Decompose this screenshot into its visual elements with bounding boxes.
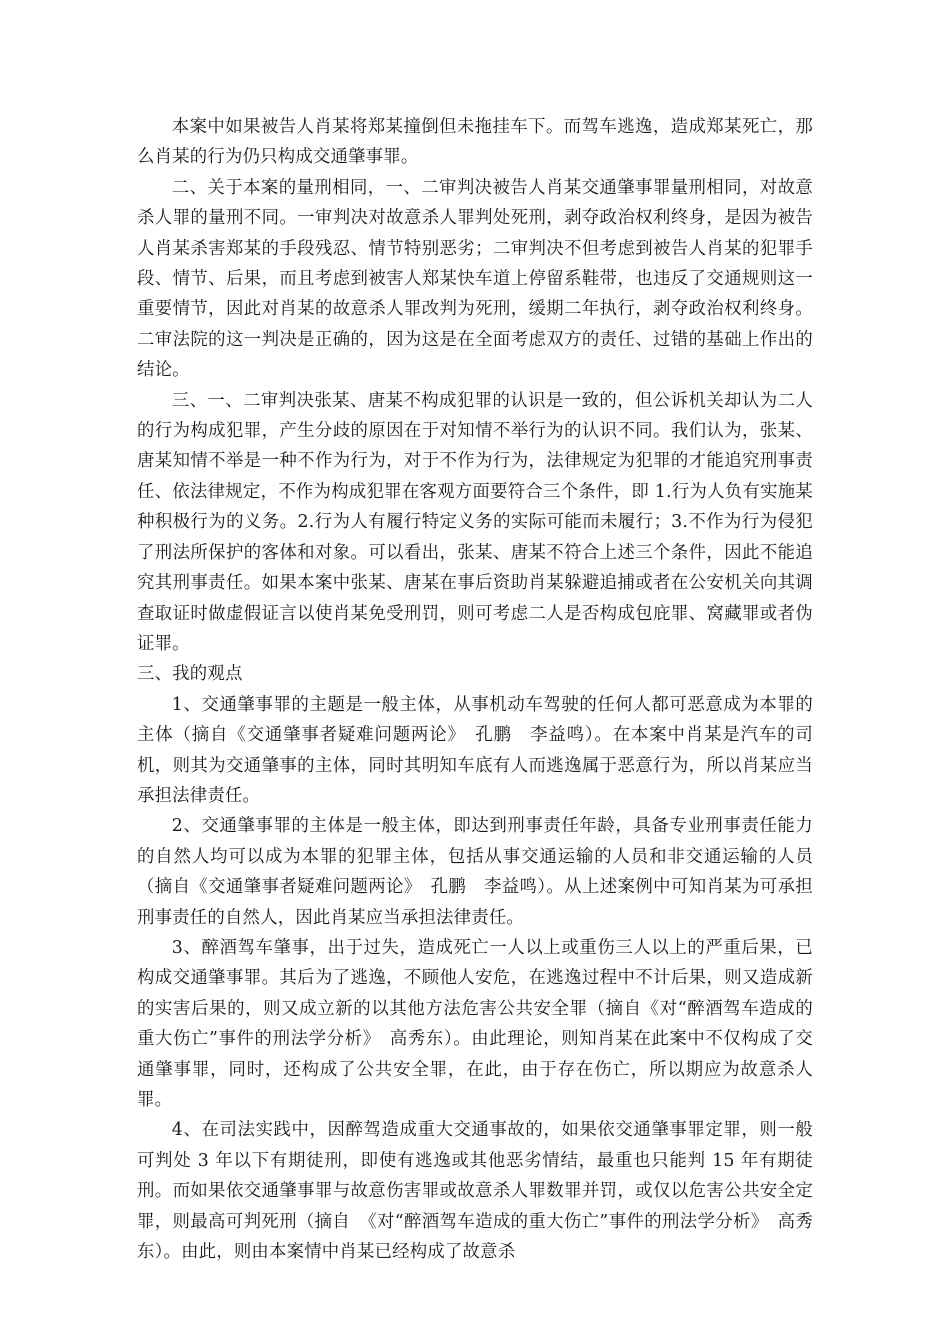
paragraph-sentencing: 二、关于本案的量刑相同，一、二审判决被告人肖某交通肇事罪量刑相同，对故意杀人罪的量刑不同。一审判决对故意杀人罪判处死刑，剥夺政治权利终身，是因为被告人肖某杀害郑某的手段残忍、情节特别恶劣；二审判决不但考虑到被告人肖某的犯罪手段、情节、后果，而且考虑到被害人郑某快车道上停留系鞋带，也违反了交通规则这一重要情节，因此对肖某的故意杀人罪改判为死刑，缓期二年执行，剥夺政治权利终身。二审法院的这一判决是正确的，因为这是在全面考虑双方的责任、过错的基础上作出的结论。 xyxy=(137,177,813,381)
paragraph-view-3: 3、醉酒驾车肇事，出于过失，造成死亡一人以上或重伤三人以上的严重后果，已构成交通肇事罪。其后为了逃逸，不顾他人安危，在逃逸过程中不计后果，则又造成新的实害后果的，则又成立新的以其他方法危害公共安全罪（摘自《对“醉酒驾车造成的重大伤亡”事件的刑法学分析》 高秀东）。由此理论，则知肖某在此案中不仅构成了交通肇事罪，同时，还构成了公共安全罪，在此，由于存在伤亡，所以期应为故意杀人罪。 xyxy=(137,937,813,1110)
paragraph-hit-and-run-note: 本案中如果被告人肖某将郑某撞倒但未拖挂车下。而驾车逃逸，造成郑某死亡，那么肖某的行为仍只构成交通肇事罪。 xyxy=(137,117,813,168)
paragraph-failure-to-report: 三、一、二审判决张某、唐某不构成犯罪的认识是一致的，但公诉机关却认为二人的行为构成犯罪，产生分歧的原因在于对知情不举行为的认识不同。我们认为，张某、唐某知情不举是一种不作为行为，对于不作为行为，法律规定为犯罪的才能追究刑事责任、依法律规定，不作为构成犯罪在客观方面要符合三个条件，即 1.行为人负有实施某种积极行为的义务。2.行为人有履行特定义务的实际可能而未履行；3.不作为行为侵犯了刑法所保护的客体和对象。可以看出，张某、唐某不符合上述三个条件，因此不能追究其刑事责任。如果本案中张某、唐某在事后资助肖某躲避追捕或者在公安机关向其调查取证时做虚假证言以使肖某免受刑罚，则可考虑二人是否构成包庇罪、窝藏罪或者伪证罪。 xyxy=(137,390,813,654)
paragraph-view-4: 4、在司法实践中，因醉驾造成重大交通事故的，如果依交通肇事罪定罪，则一般可判处 3 年以下有期徒刑，即使有逃逸或其他恶劣情结，最重也只能判 15 年有期徒刑。而如果依交通肇事罪与故意伤害罪或故意杀人罪数罪并罚，或仅以危害公共安全定罪，则最高可判死刑（摘自 《对“醉酒驾车造成的重大伤亡”事件的刑法学分析》 高秀东）。由此，则由本案情中肖某已经构成了故意杀 xyxy=(137,1120,813,1263)
paragraph-view-1: 1、交通肇事罪的主题是一般主体，从事机动车驾驶的任何人都可恶意成为本罪的主体（摘自《交通肇事者疑难问题两论》 孔鹏 李益鸣）。在本案中肖某是汽车的司机，则其为交通肇事的主体，同时其明知车底有人而逃逸属于恶意行为，所以肖某应当承担法律责任。 xyxy=(137,694,813,806)
section-heading-my-view: 三、我的观点 xyxy=(137,664,243,685)
document-body xyxy=(137,112,813,1267)
paragraph-view-2: 2、交通肇事罪的主体是一般主体，即达到刑事责任年龄，具备专业刑事责任能力的自然人均可以成为本罪的犯罪主体，包括从事交通运输的人员和非交通运输的人员（摘自《交通肇事者疑难问题两论》 孔鹏 李益鸣）。从上述案例中可知肖某为可承担刑事责任的自然人，因此肖某应当承担法律责任。 xyxy=(137,816,813,928)
